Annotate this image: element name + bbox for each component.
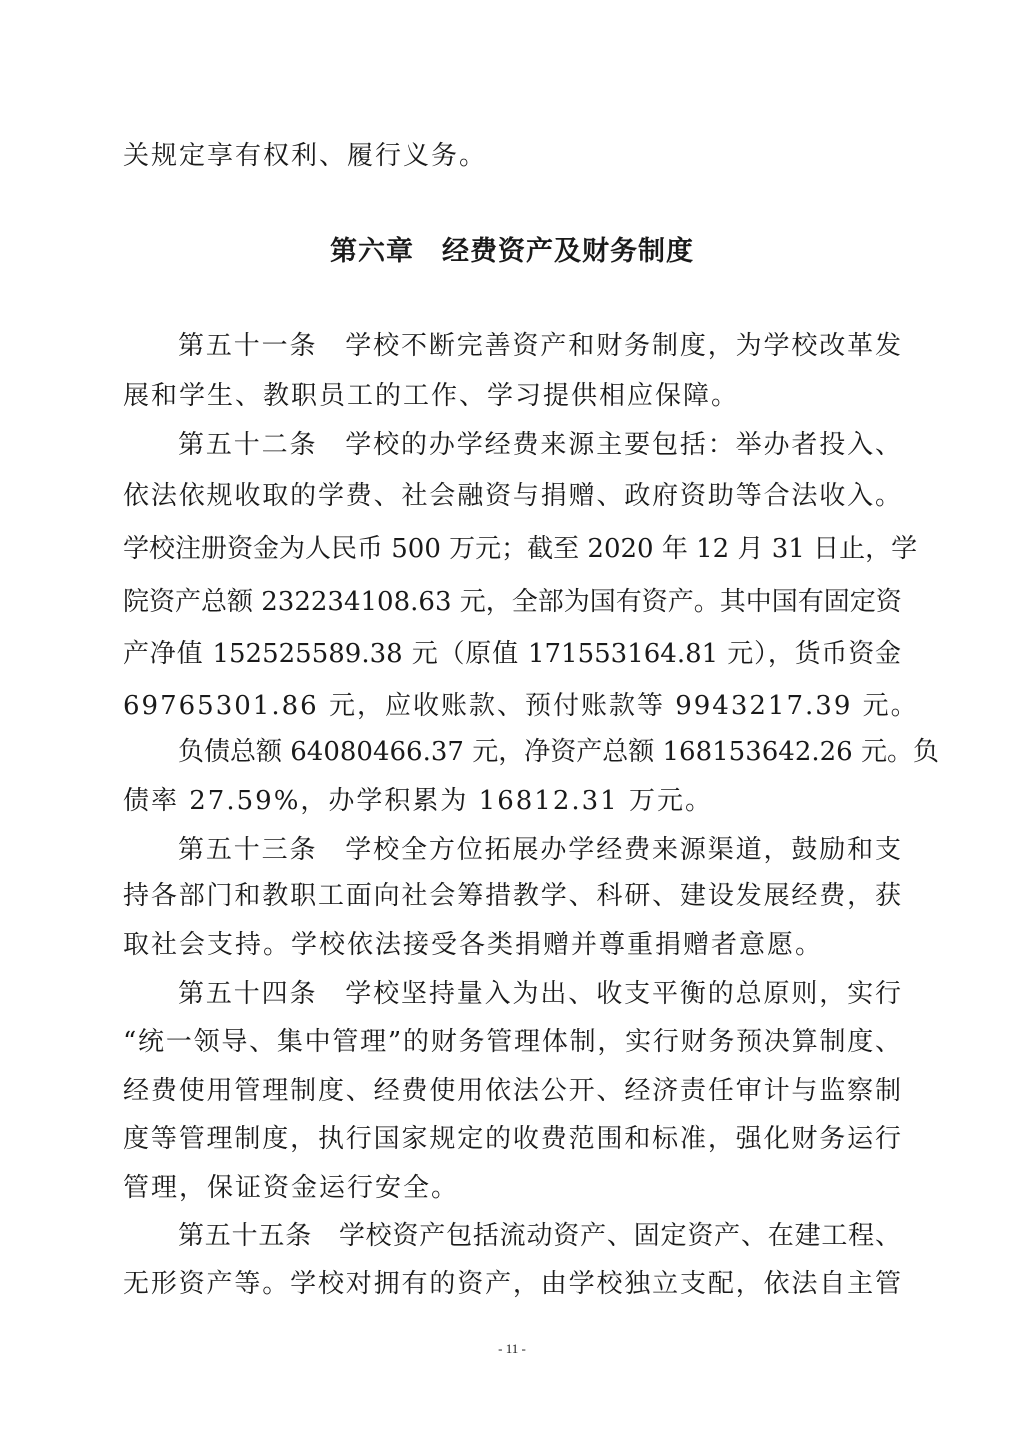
text-line: 无形资产等。学校对拥有的资产，由学校独立支配，依法自主管 — [123, 1269, 901, 1299]
text-line: 69765301.86 元，应收账款、预付账款等 9943217.39 元。 — [123, 691, 919, 721]
text-line: 度等管理制度，执行国家规定的收费范围和标准，强化财务运行 — [123, 1124, 901, 1154]
text-line: 持各部门和教职工面向社会筹措教学、科研、建设发展经费，获 — [123, 881, 901, 911]
text-line: 学校注册资金为人民币 500 万元；截至 2020 年 12 月 31 日止，学 — [123, 534, 918, 564]
text-line: 第五十四条 学校坚持量入为出、收支平衡的总原则，实行 — [178, 979, 901, 1009]
text-line: 产净值 152525589.38 元（原值 171553164.81 元），货币资金 — [123, 639, 901, 669]
paragraph-continuation: 关规定享有权利、履行义务。 — [123, 141, 488, 171]
text-line: “统一领导、集中管理”的财务管理体制，实行财务预决算制度、 — [123, 1027, 901, 1057]
text-line: 取社会支持。学校依法接受各类捐赠并尊重捐赠者意愿。 — [123, 930, 824, 960]
text-line: 债率 27.59%，办学积累为 16812.31 万元。 — [123, 786, 713, 816]
text-line: 经费使用管理制度、经费使用依法公开、经济责任审计与监察制 — [123, 1076, 901, 1106]
text-line: 院资产总额 232234108.63 元，全部为国有资产。其中国有固定资 — [123, 587, 902, 617]
text-line: 第五十三条 学校全方位拓展办学经费来源渠道，鼓励和支 — [178, 835, 901, 865]
text-line: 第五十一条 学校不断完善资产和财务制度，为学校改革发 — [178, 331, 901, 361]
text-line: 依法依规收取的学费、社会融资与捐赠、政府资助等合法收入。 — [123, 481, 901, 511]
page-number: - 11 - — [498, 1341, 526, 1356]
text-line: 第五十五条 学校资产包括流动资产、固定资产、在建工程、 — [178, 1221, 901, 1251]
text-line: 管理，保证资金运行安全。 — [123, 1173, 460, 1203]
chapter-title: 第六章 经费资产及财务制度 — [330, 236, 694, 267]
text-line: 负债总额 64080466.37 元，净资产总额 168153642.26 元。负 — [178, 737, 939, 767]
text-line: 展和学生、教职员工的工作、学习提供相应保障。 — [123, 381, 740, 411]
text-line: 第五十二条 学校的办学经费来源主要包括：举办者投入、 — [178, 430, 901, 460]
